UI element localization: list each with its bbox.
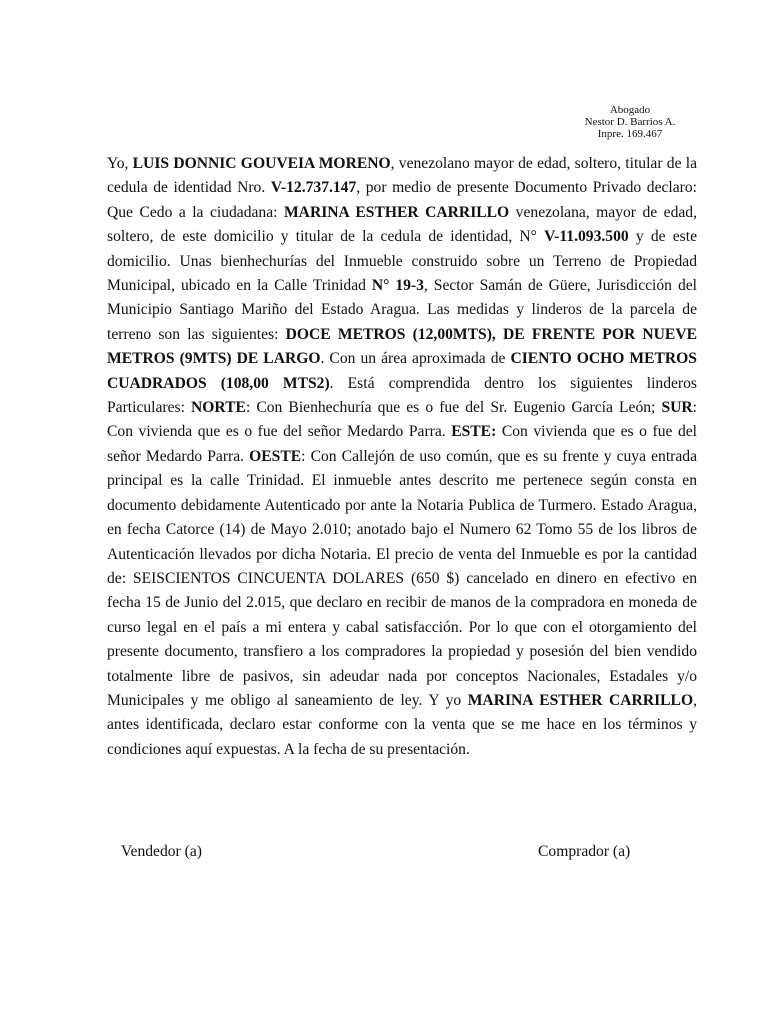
text-segment: , venezolano mayor de edad, soltero, titular de la cedula de identidad Nro. (107, 155, 697, 197)
text-segment: . Con un área aproximada de (320, 350, 511, 368)
text-segment: , Sector Samán de Güere, Jurisdicción del Municipio Santiago Mariño del Estado Aragua. Las medidas y linderos de la parcela de terreno son las siguientes: (107, 277, 697, 343)
header-title: Abogado (609, 104, 651, 116)
contract-paragraph (107, 152, 697, 762)
text-segment: . Está comprendida dentro los siguientes linderos Particulares: (107, 374, 697, 417)
text-segment: venezolana, mayor de edad, soltero, de este domicilio y titular de la cedula de identidad, N° (107, 203, 697, 246)
boundary-south-label: SUR (661, 399, 693, 417)
document-body (107, 152, 697, 762)
text-segment: Con vivienda que es o fue del señor Medardo Parra. (107, 423, 697, 465)
seller-signature-label: Vendedor (a) (121, 843, 202, 860)
boundary-west-label: OESTE (249, 447, 302, 465)
text-segment: Yo, (107, 155, 133, 172)
property-measurements: DOCE METROS (12,00MTS), DE FRENTE POR NUEVE METROS (9MTS) DE LARGO (107, 325, 697, 368)
header-inpre-number: Inpre. 169.467 (597, 128, 663, 140)
text-segment: : Con Callejón de uso común, que es su frente y cuya entrada principal es la calle Trinidad. El inmueble antes descrito me pertenece según consta en documento debidamente Autenticado por ante la Notaria Publica de Turmero. Estado Aragua, en fecha Catorce (14) de Mayo 2.010; anotado bajo el Numero 62 Tomo 55 de los libros de Autenticación llevados por dicha Notaria. El precio de venta del Inmueble es por la cantidad de: SEISCIENTOS CINCUENTA DOLARES (650 $) cancelado en dinero en efectivo en fecha 15 de Junio del 2.015, que declaro en recibir de manos de la compradora en moneda de curso legal en el país a mi entera y cabal satisfacción. Por lo que con el otorgamiento del presente documento, transfiero a los compradores la propiedad y posesión del bien vendido totalmente libre de pasivos, sin adeudar nada por conceptos Nacionales, Estadales y/o Municipales y me obligo al saneamiento de ley. Y yo (107, 447, 698, 709)
seller-id-number: V-12.737.147 (270, 179, 357, 197)
text-segment: : Con Bienhechuría que es o fue del Sr. Eugenio García León; (245, 399, 662, 417)
property-number: N° 19-3 (371, 277, 424, 295)
buyer-name: MARINA ESTHER CARRILLO (283, 203, 510, 221)
property-area: CIENTO OCHO METROS CUADRADOS (108,00 MTS2) (107, 350, 697, 392)
text-segment: y de este domicilio. Unas bienhechurías del Inmueble construido sobre un Terreno de Propiedad Municipal, ubicado en la Calle Trinidad (107, 228, 697, 295)
header-lawyer-name: Nestor D. Barrios A. (584, 116, 676, 128)
text-segment: : Con vivienda que es o fue del señor Medardo Parra. (107, 399, 698, 441)
boundary-east-label: ESTE: (451, 423, 497, 441)
text-segment: , antes identificada, declaro estar conforme con la venta que se me hace en los términos y condiciones aquí expuestas. A la fecha de su presentación. (107, 691, 697, 758)
lawyer-header (560, 104, 700, 140)
buyer-name-repeat: MARINA ESTHER CARRILLO (467, 691, 694, 709)
buyer-id-number: V-11.093.500 (544, 228, 629, 246)
buyer-signature-label: Comprador (a) (538, 843, 631, 860)
text-segment: , por medio de presente Documento Privado declaro: Que Cedo a la ciudadana: (107, 179, 697, 221)
boundary-north-label: NORTE (191, 399, 246, 417)
seller-name: LUIS DONNIC GOUVEIA MORENO (132, 155, 391, 172)
